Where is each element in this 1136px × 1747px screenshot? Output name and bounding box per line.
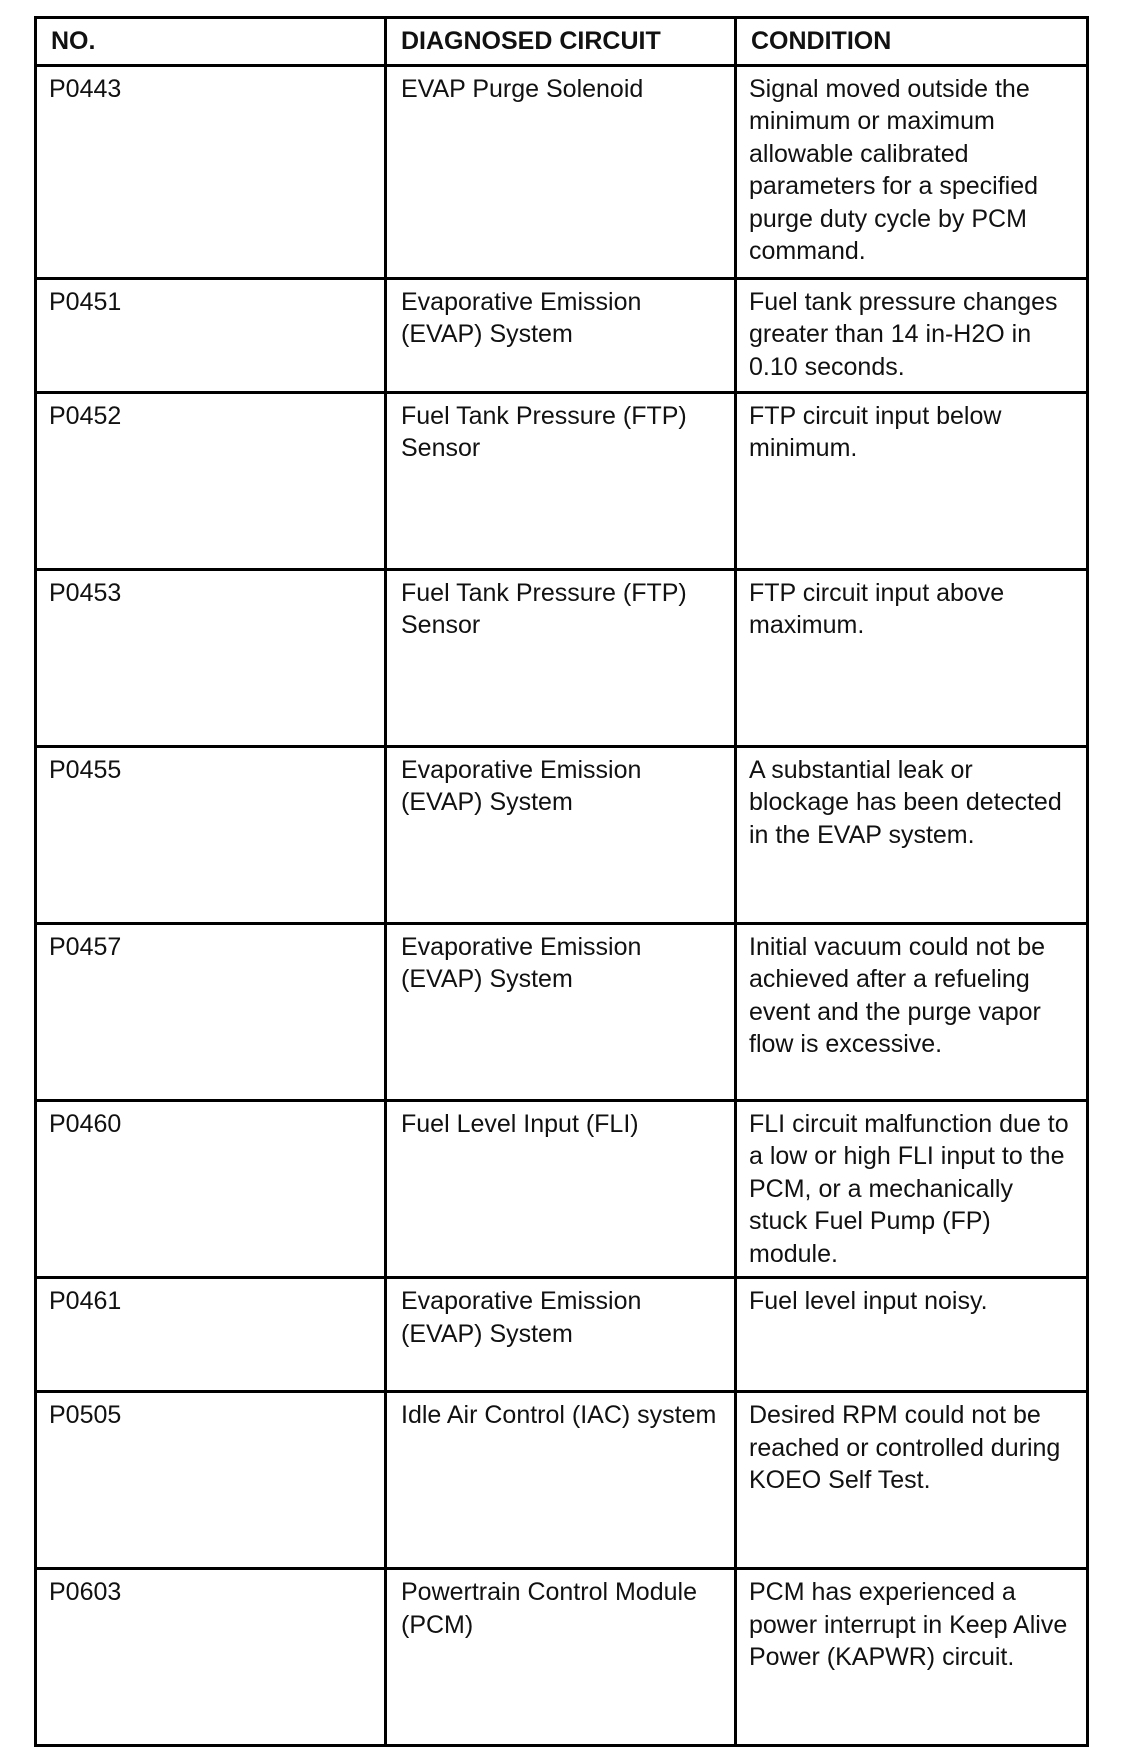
condition-cell: Signal moved outside the minimum or maximum allowable calibrated parameters for a specified purge duty cycle by PCM command. bbox=[736, 65, 1088, 278]
condition-cell: Fuel tank pressure changes greater than 14 in-H2O in 0.10 seconds. bbox=[736, 278, 1088, 392]
condition-cell: FTP circuit input below minimum. bbox=[736, 392, 1088, 569]
dtc-table-container bbox=[34, 16, 1086, 1747]
circuit-cell: Fuel Tank Pressure (FTP) Sensor bbox=[386, 392, 736, 569]
dtc-code-cell: P0457 bbox=[36, 923, 386, 1100]
condition-cell: Desired RPM could not be reached or controlled during KOEO Self Test. bbox=[736, 1392, 1088, 1569]
circuit-cell: Fuel Tank Pressure (FTP) Sensor bbox=[386, 569, 736, 746]
table-row bbox=[36, 65, 1088, 278]
circuit-cell: Powertrain Control Module (PCM) bbox=[386, 1569, 736, 1746]
dtc-code-cell: P0505 bbox=[36, 1392, 386, 1569]
table-row bbox=[36, 278, 1088, 392]
table-row bbox=[36, 1278, 1088, 1392]
table-row bbox=[36, 746, 1088, 923]
dtc-code-cell: P0455 bbox=[36, 746, 386, 923]
condition-cell: FLI circuit malfunction due to a low or high FLI input to the PCM, or a mechanically stuck Fuel Pump (FP) module. bbox=[736, 1100, 1088, 1278]
dtc-code-cell: P0453 bbox=[36, 569, 386, 746]
circuit-cell: Idle Air Control (IAC) system bbox=[386, 1392, 736, 1569]
dtc-code-cell: P0452 bbox=[36, 392, 386, 569]
circuit-cell: EVAP Purge Solenoid bbox=[386, 65, 736, 278]
table-row bbox=[36, 569, 1088, 746]
circuit-cell: Evaporative Emission (EVAP) System bbox=[386, 923, 736, 1100]
dtc-table bbox=[34, 16, 1089, 1747]
dtc-code-cell: P0461 bbox=[36, 1278, 386, 1392]
circuit-cell: Evaporative Emission (EVAP) System bbox=[386, 278, 736, 392]
dtc-code-cell: P0443 bbox=[36, 65, 386, 278]
condition-cell: Initial vacuum could not be achieved after a refueling event and the purge vapor flow is excessive. bbox=[736, 923, 1088, 1100]
circuit-cell: Fuel Level Input (FLI) bbox=[386, 1100, 736, 1278]
column-header-no: NO. bbox=[36, 18, 386, 66]
condition-cell: A substantial leak or blockage has been detected in the EVAP system. bbox=[736, 746, 1088, 923]
condition-cell: Fuel level input noisy. bbox=[736, 1278, 1088, 1392]
table-row bbox=[36, 1569, 1088, 1746]
dtc-code-cell: P0603 bbox=[36, 1569, 386, 1746]
condition-cell: FTP circuit input above maximum. bbox=[736, 569, 1088, 746]
circuit-cell: Evaporative Emission (EVAP) System bbox=[386, 746, 736, 923]
table-row bbox=[36, 1100, 1088, 1278]
table-row bbox=[36, 1392, 1088, 1569]
dtc-code-cell: P0460 bbox=[36, 1100, 386, 1278]
column-header-circuit: DIAGNOSED CIRCUIT bbox=[386, 18, 736, 66]
column-header-condition: CONDITION bbox=[736, 18, 1088, 66]
dtc-code-cell: P0451 bbox=[36, 278, 386, 392]
condition-cell: PCM has experienced a power interrupt in Keep Alive Power (KAPWR) circuit. bbox=[736, 1569, 1088, 1746]
table-row bbox=[36, 923, 1088, 1100]
table-header-row bbox=[36, 18, 1088, 66]
table-row bbox=[36, 392, 1088, 569]
circuit-cell: Evaporative Emission (EVAP) System bbox=[386, 1278, 736, 1392]
